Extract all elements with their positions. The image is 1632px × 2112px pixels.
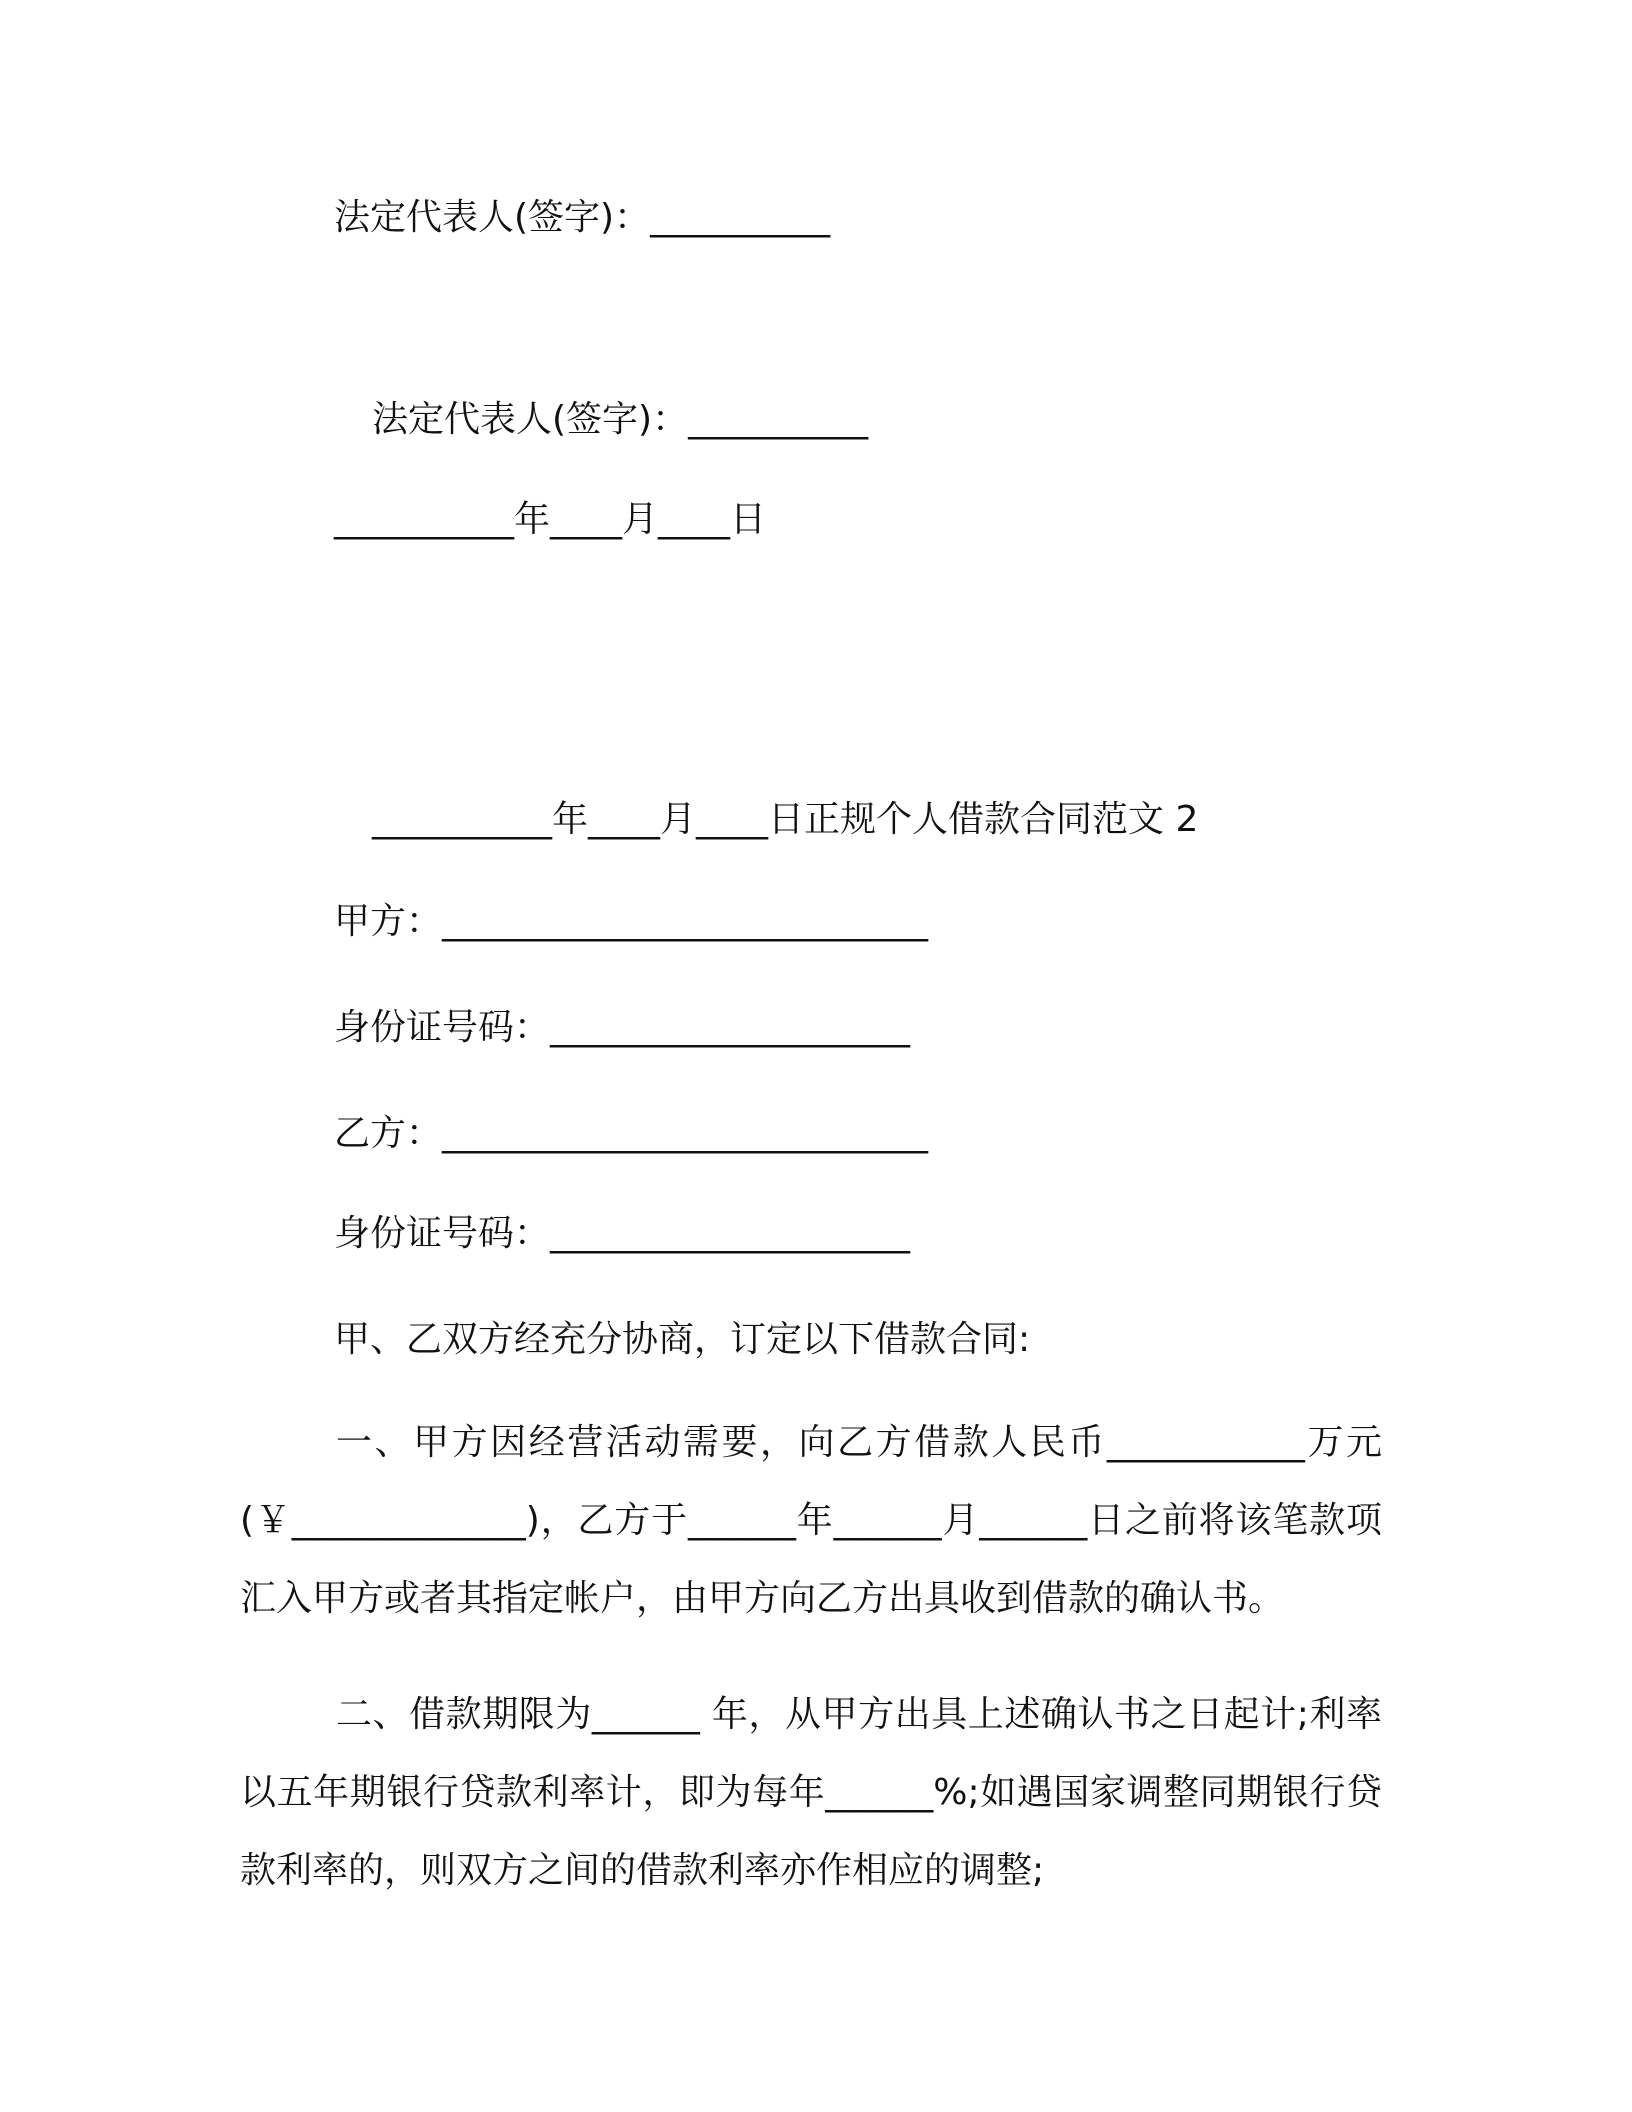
date-line: __________年____月____日	[334, 499, 766, 540]
legal-representative-signature-line-1: 法定代表人(签字)：__________	[334, 197, 831, 238]
party-a-id-line: 身份证号码：____________________	[334, 1007, 911, 1048]
clause-1-paragraph: 一、甲方因经营活动需要，向乙方借款人民币___________万元(￥_____________)，乙方于______年______月______日之前将该笔款项汇入甲方或者其指定帐户，由甲方向乙方出具收到借款的确认书。	[240, 1422, 1382, 1619]
party-b-id-line: 身份证号码：____________________	[334, 1213, 911, 1254]
legal-representative-signature-line-2: 法定代表人(签字)：__________	[372, 399, 869, 440]
contract-title-line: __________年____月____日正规个人借款合同范文 2	[372, 799, 1199, 840]
intro-line: 甲、乙双方经充分协商，订定以下借款合同:	[334, 1319, 1031, 1360]
party-a-line: 甲方：___________________________	[334, 901, 929, 942]
party-b-line: 乙方：___________________________	[334, 1113, 929, 1154]
clause-2-paragraph: 二、借款期限为______ 年，从甲方出具上述确认书之日起计;利率以五年期银行贷款利率计，即为每年______%;如遇国家调整同期银行贷款利率的，则双方之间的借款利率亦作相应的调整;	[240, 1694, 1382, 1891]
